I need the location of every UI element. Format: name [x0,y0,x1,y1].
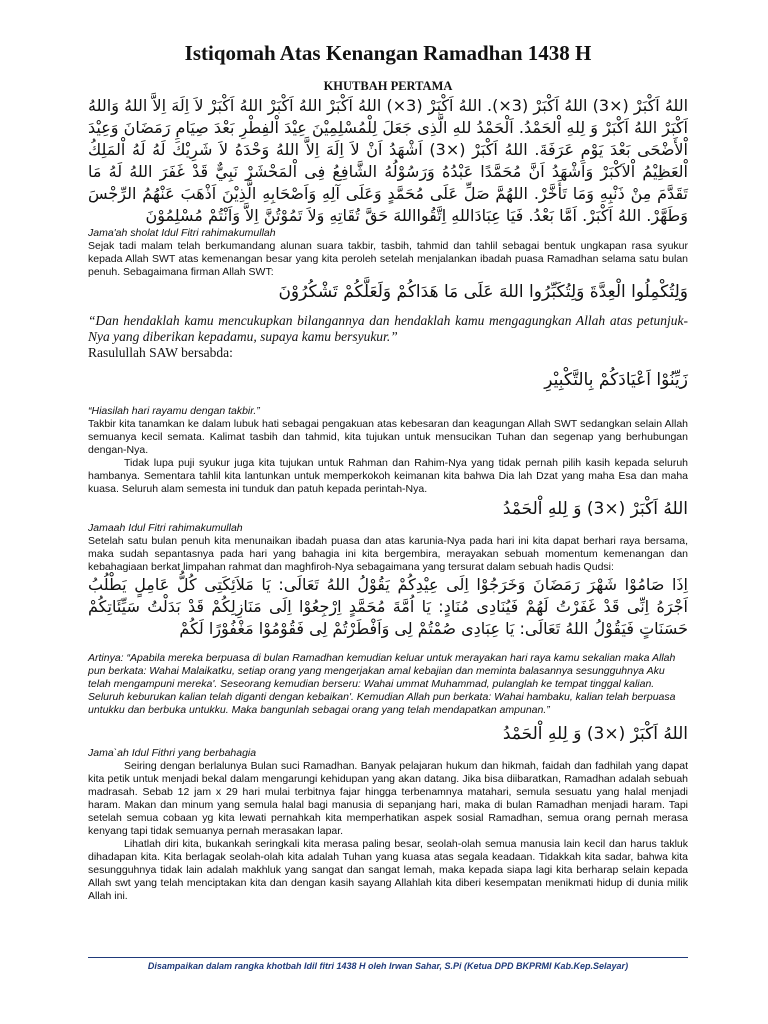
hadith-intro: Rasulullah SAW bersabda: [88,345,233,360]
greeting-2: Jamaah Idul Fitri rahimakumullah [88,522,243,534]
document-page [88,40,688,903]
translation-1: “Dan hendaklah kamu mencukupkan bilangannya dan hendaklah kamu mengagungkan Allah atas petunjuk-Nya yang diberikan kepadamu, supaya kamu bersyukur.” [88,313,688,344]
arabic-hadith: زَيِّنُوْا اَعْيَادَكُمْ بِالتَّكْبِيْرِ [544,370,688,390]
arabic-takbir-1: اللهُ اَكْبَرْ (×3) وَ لِلهِ اْلحَمْدُ [502,499,688,519]
footer-note: Disampaikan dalam rangka khotbah Idil fitri 1438 H oleh Irwan Sahar, S.Pi (Ketua DPD BKPRMI Kab.Kep.Selayar) [147,961,629,971]
paragraph-6: Seiring dengan berlalunya Bulan suci Ramadhan. Banyak pelajaran hukum dan hikmah, faidah dan fadhilah yang dapat kita petik untuk menjadi bekal dalam mengarungi kehidupan yang akan datang. Jika bisa diibaratkan, Ramadhan adalah sebuah madrasah. Sebab 12 jam x 29 hari mulai terbitnya fajar hingga terbenamnya matahari, semula sesuatu yang halal menjadi haram. Makan dan minum yang semula halal bagi manusia di sepanjang hari, maka di bulan Ramadhan menjadi haram. Tapi setelah semua cobaan yg kita lewati pernahkah kita memperhatikan aspek sosial Ramadhan, semua orang pernah merasa kenyang tapi tidak semuanya pernah merasakan lapar. [88,760,688,837]
arabic-opening: اللهُ اَكْبَرْ (×3) اللهُ اَكْبَرْ (3×). اللهُ اَكْبَرْ (3×) اللهُ اَكْبَرْ اللهُ اَكْبَرْ اللهُ اَكْبَرْ لاَ اِلَهَ اِلاَّ اللهُ وَاللهُ اَكْبَرْ اللهُ اَكْبَرْ وَ لِلهِ اْلحَمْدُ. اَلْحَمْدُ للهِ الَّذِى جَعَلَ لِلْمُسْلِمِيْنَ عِيْدَ اْلفِطْرِ بَعْدَ صِيَامِ رَمَضَانَ وَعِيْدَ اْلأَضْحَى بَعْدَ يَوْمِ عَرَفَةَ. اللهُ اَكْبَرْ (×3) اَشْهَدُ اَنْ لاَ اِلَهَ اِلاَّ اللهُ وَحْدَهُ لاَ شَرِيْكَ لَهُ لَهُ اْلمَلِكُ اْلعَظِيْمُ اْلاَكْبَرْ وَاَشْهَدُ اَنَّ مُحَمَّدًا عَبْدُهُ وَرَسُوْلُهُ الشَّافِعُ فِى اْلمَحْشَرْ نَبِيٌّ قَدْ غَفَرَ اللهُ لَهُ مَا تَقَدَّمَ مِنْ ذَنْبِهِ وَمَا تَأَخَّرْ. اللهُمَّ صَلِّ عَلَى مُحَمَّدٍ وَعَلَى آلِهِ وَاَصْحَابِهِ الَّذِيْنَ اَذْهَبَ عَنْهُمُ الرِّجْسَ وَطَهَّرْ. اللهُ اَكْبَرْ. اَمَّا بَعْدُ. فَيَا عِبَادَاللهِ اِتَّقُوااللهَ حَقَّ تُقَاتِهِ وَلاَ تَمُوْتُنَّ اِلاَّ وَاَنْتُمْ مُسْلِمُوْنَ [88,96,689,225]
paragraph-2: Takbir kita tanamkan ke dalam lubuk hati sebagai pengakuan atas kebesaran dan keagungan Allah SWT sedangkan selain Allah semuanya kecil semata. Kalimat tasbih dan tahmid, kita tujukan untuk mensucikan Tuhan dan segenap yang berhubungan dengan-Nya. [88,418,688,456]
greeting-1: Jama'ah sholat Idul Fitri rahimakumullah [88,227,276,239]
section-title: KHUTBAH PERTAMA [323,79,453,93]
arabic-verse: وَلِتُكْمِلُوا الْعِدَّةَ وَلِتُكَبِّرُوا اللهَ عَلَى مَا هَدَاكُمْ وَلَعَلَّكُمْ تَشْكُرُوْنَ [278,282,688,302]
paragraph-5: Artinya: “Apabila mereka berpuasa di bulan Ramadhan kemudian keluar untuk merayakan hari raya kamu sekalian maka Allah pun berkata: Wahai Malaikatku, setiap orang yang mengerjakan amal kebajian dan meminta balasannya sesungguhnya Aku telah mengampuni mereka'. Seseorang kemudian berseru: Wahai ummat Muhammad, pulanglah ke tempat tinggal kalian. Seluruh keburukan kalian telah diganti dengan kebaikan'. Kemudian Allah pun berkata: Wahai hambaku, kalian telah berpuasa untukku dan berbuka untukku. Maka bangunlah sebagai orang yang telah mendapatkan ampunan.” [88,652,676,716]
paragraph-4: Setelah satu bulan penuh kita menunaikan ibadah puasa dan atas karunia-Nya pada hari ini kita dapat berhari raya bersama, maka sudah sepantasnya pada hari yang bahagia ini kita bergembira, merayakan sebuah momentum kemenangan dan kebahagiaan berkat limpahan rahmat dan maghfiroh-Nya sebagaimana yang tersurat dalam sebuah hadis Qudsi: [88,535,688,573]
greeting-3: Jama`ah Idul Fithri yang berbahagia [88,747,257,759]
document-title: Istiqomah Atas Kenangan Ramadhan 1438 H [184,41,592,65]
paragraph-7: Lihatlah diri kita, bukankah seringkali kita merasa paling besar, seolah-olah semua manusia lain kecil dan harus takluk dihadapan kita. Kita berlagak seolah-olah kita adalah Tuhan yang kuasa atas segala keadaan. Tidakkah kita sadar, bahwa kita sesungguhnya tidak lain adalah makhluk yang sangat dan sangat lemah, maka kepada siapa lagi kita berharap selain kepada Allah swt yang telah menciptakan kita dan dengan kasih sayang Allahlah kita diberi kesempatan menikmati hidup di dunia milik Allah ini. [88,838,688,902]
paragraph-3: Tidak lupa puji syukur juga kita tujukan untuk Rahman dan Rahim-Nya yang tidak pernah pilih kasih kepada seluruh hambanya. Sementara tahlil kita lantunkan untuk memperkokoh keimanan kita bahwa Dia lah Dzat yang maha Esa dan maha kuasa. Seluruh alam semesta ini tunduk dan patuh kepada perintah-Nya. [88,457,688,495]
arabic-takbir-2: اللهُ اَكْبَرْ (×3) وَ لِلهِ اْلحَمْدُ [502,724,688,744]
translation-2: “Hiasilah hari rayamu dengan takbir.” [88,405,260,417]
paragraph-1: Sejak tadi malam telah berkumandang alunan suara takbir, tasbih, tahmid dan tahlil sebagai bentuk ungkapan rasa syukur kepada Allah SWT atas kemenangan besar yang kita peroleh setelah menjalankan ibadah puasa Ramadhan selama satu bulan penuh. Sebagaimana firman Allah SWT: [88,240,688,278]
footer-divider [88,957,688,958]
arabic-hadith-qudsi: اِذَا صَامُوْا شَهْرَ رَمَضَانَ وَخَرَجُوْا اِلَى عِيْدِكُمْ يَقُوْلُ اللهُ تَعَالَى: يَا مَلاَئِكَتِى كُلُّ عَامِلٍ يَطْلُبُ اَجْرَهُ اِنِّى قَدْ غَفَرْتُ لَهُمْ فَيُنَادِى مُنَادٍ: يَا اُمَّةَ مُحَمَّدٍ اِرْجِعُوْا اِلَى مَنَازِلِكُمْ قَدْ بَدَلْتُ سَيِّئَاتِكُمْ حَسَنَاتٍ فَيَقُوْلُ اللهُ تَعَالَى: يَا عِبَادِى صُمْتُمْ لِى وَاَفْطَرْتُمْ لِى فَقُوْمُوْا مَغْفُوْرًا لَكُمْ [88,575,688,638]
